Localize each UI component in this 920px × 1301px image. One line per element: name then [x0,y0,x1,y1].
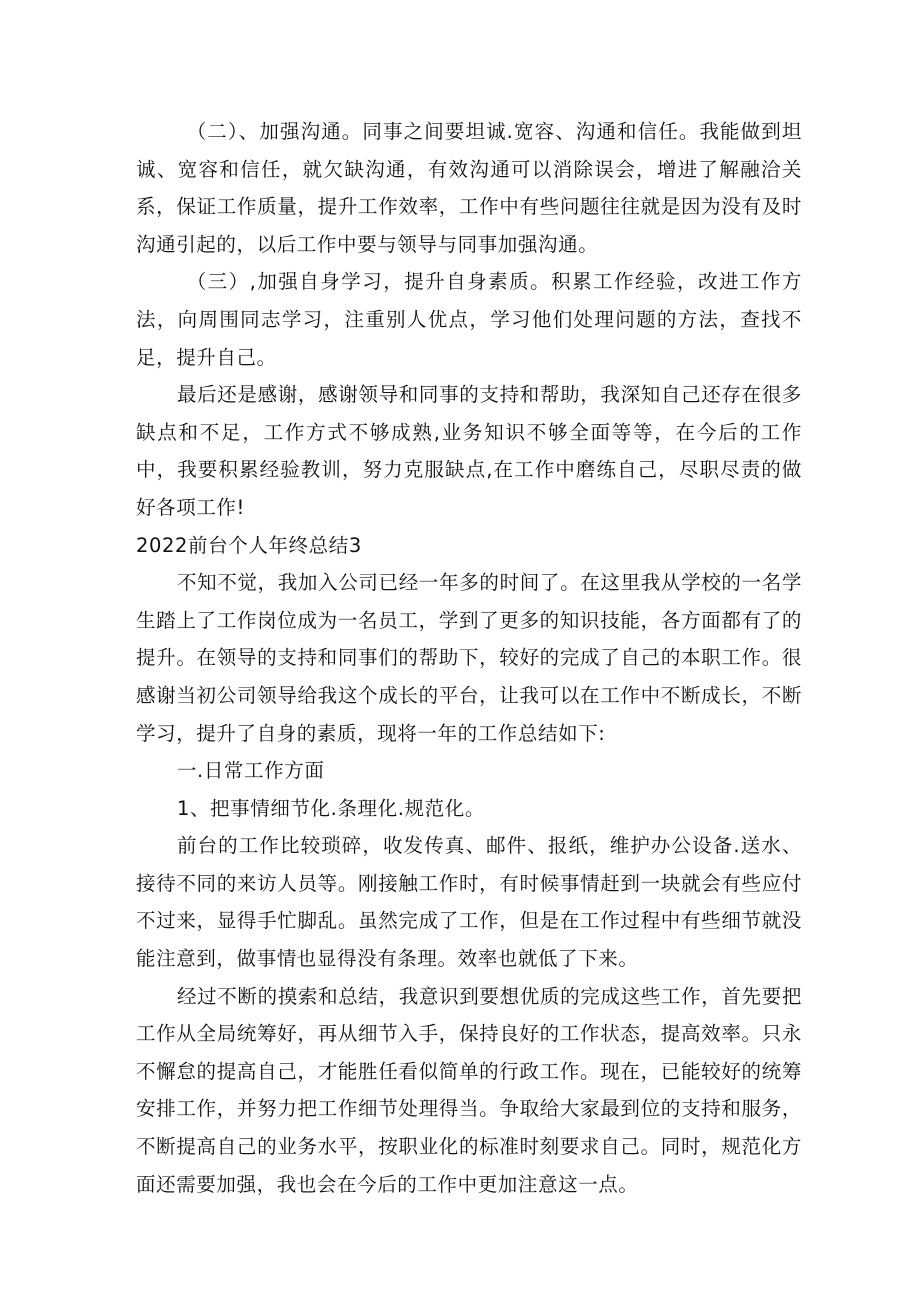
paragraph-improvement: 经过不断的摸索和总结，我意识到要想优质的完成这些工作，首先要把工作从全局统筹好，再从细节入手，保持良好的工作状态，提高效率。只永不懈怠的提高自己，才能胜任看似简单的行政工作。现在，已能较好的统筹安排工作，并努力把工作细节处理得当。争取给大家最到位的支持和服务，不断提高自己的业务水平，按职业化的标准时刻要求自己。同时，规范化方面还需要加强，我也会在今后的工作中更加注意这一点。 [136,984,802,1196]
subheading-detail: 1、把事情细节化.条理化.规范化。 [176,796,485,820]
paragraph-thanks: 最后还是感谢，感谢领导和同事的支持和帮助，我深知自己还存在很多缺点和不足，工作方式不够成熟,业务知识不够全面等等，在今后的工作中，我要积累经验教训，努力克服缺点,在工作中磨练自己，尽职尽责的做好各项工作! [136,383,802,519]
section-title: 2022前台个人年终总结3 [136,533,362,557]
paragraph-intro: 不知不觉，我加入公司已经一年多的时间了。在这里我从学校的一名学生踏上了工作岗位成为一名员工，学到了更多的知识技能，各方面都有了的提升。在领导的支持和同事们的帮助下，较好的完成了自己的本职工作。很感谢当初公司领导给我这个成长的平台，让我可以在工作中不断成长，不断学习，提升了自身的素质，现将一年的工作总结如下: [136,571,802,745]
subheading-daily-work: 一.日常工作方面 [176,759,325,783]
document-body [136,113,802,1203]
paragraph-reception-work: 前台的工作比较琐碎，收发传真、邮件、报纸，维护办公设备.送水、接待不同的来访人员等。刚接触工作时，有时候事情赶到一块就会有些应付不过来，显得手忙脚乱。虽然完成了工作，但是在工作过程中有些细节就没能注意到，做事情也显得没有条理。效率也就低了下来。 [136,834,802,971]
paragraph-self-study: （三）,加强自身学习，提升自身素质。积累工作经验，改进工作方法，向周围同志学习，注重别人优点，学习他们处理问题的方法，查找不足，提升自己。 [136,270,802,369]
paragraph-communication: （二）、加强沟通。同事之间要坦诚.宽容、沟通和信任。我能做到坦诚、宽容和信任，就欠缺沟通，有效沟通可以消除误会，增进了解融洽关系，保证工作质量，提升工作效率，工作中有些问题往往就是因为没有及时沟通引起的，以后工作中要与领导与同事加强沟通。 [136,120,802,256]
